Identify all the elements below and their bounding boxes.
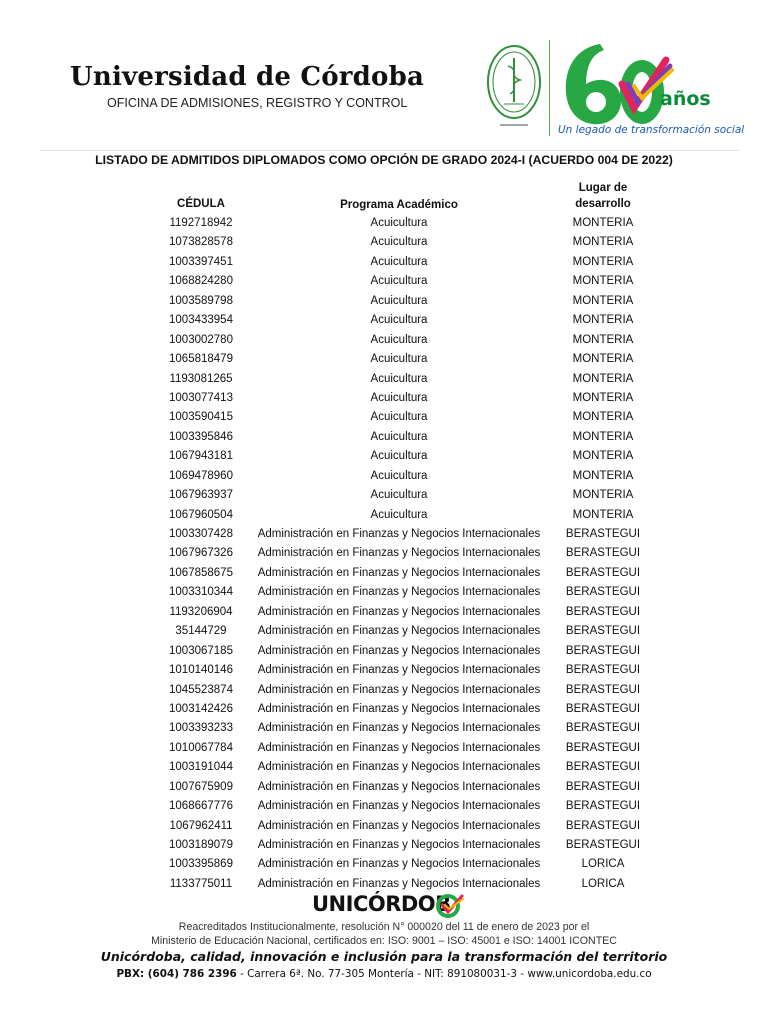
programa-cell: Acuicultura [370, 469, 428, 482]
lugar-cell: BERASTEGUI [565, 625, 641, 638]
cedula-cell: 1193081265 [169, 372, 233, 385]
cedula-cell: 1067943181 [169, 450, 233, 463]
lugar-cell: BERASTEGUI [565, 741, 641, 754]
programa-cell: Administración en Finanzas y Negocios Internacionales [257, 722, 541, 735]
table-row [0, 214, 768, 233]
cedula-cell: 1069478960 [169, 469, 233, 482]
programa-cell: Administración en Finanzas y Negocios Internacionales [257, 528, 541, 540]
cedula-cell: 1067858675 [169, 566, 233, 579]
lugar-cell: MONTERIA [572, 411, 634, 424]
lugar-cell: MONTERIA [572, 294, 634, 307]
programa-cell: Administración en Finanzas y Negocios Internacionales [257, 819, 541, 832]
table-row [0, 642, 768, 661]
programa-cell: Acuicultura [370, 314, 428, 327]
page-footer [0, 888, 768, 1024]
programa-cell: Acuicultura [370, 391, 428, 404]
cedula-cell: 1003002780 [169, 333, 233, 346]
cedula-cell: 1045523874 [169, 683, 233, 696]
office-name: OFICINA DE ADMISIONES, REGISTRO Y CONTROL [107, 96, 408, 110]
cedula-cell: 1003077413 [169, 391, 233, 404]
table-row [0, 272, 768, 291]
table-row [0, 739, 768, 758]
lugar-cell: BERASTEGUI [565, 644, 641, 657]
lugar-cell: BERASTEGUI [565, 839, 641, 851]
programa-cell: Administración en Finanzas y Negocios Internacionales [257, 644, 541, 657]
programa-cell: Administración en Finanzas y Negocios Internacionales [257, 780, 541, 793]
footer-contact-details: - Carrera 6ª. No. 77-305 Montería - NIT: 891080031-3 - www.unicordoba.edu.co [236, 968, 652, 980]
programa-cell: Administración en Finanzas y Negocios Internacionales [257, 566, 541, 579]
table-row [0, 797, 768, 816]
lugar-cell: MONTERIA [572, 391, 634, 404]
footer-brand: UNICÓRDOB [312, 892, 451, 916]
cedula-cell: 1068824280 [169, 275, 233, 288]
footer-contact [0, 968, 768, 980]
cedula-cell: 35144729 [175, 625, 227, 638]
programa-cell: Administración en Finanzas y Negocios Internacionales [257, 858, 541, 871]
cedula-cell: 1010067784 [169, 741, 233, 754]
programa-cell: Administración en Finanzas y Negocios Internacionales [257, 800, 541, 813]
anniversary-word: años [660, 88, 711, 110]
accreditation-line-1: Reacreditados Institucionalmente, resolución N° 000020 del 11 de enero de 2023 por el [178, 921, 590, 933]
cedula-cell: 1192718942 [169, 217, 233, 229]
programa-cell: Acuicultura [370, 489, 428, 502]
lugar-cell: MONTERIA [572, 489, 634, 502]
cedula-cell: 1067963937 [169, 489, 233, 502]
programa-cell: Acuicultura [370, 450, 428, 463]
table-row [0, 370, 768, 389]
cedula-cell: 1067960504 [169, 508, 233, 521]
table-row [0, 389, 768, 408]
table-row [0, 681, 768, 700]
programa-cell: Acuicultura [370, 372, 428, 385]
table-row [0, 778, 768, 797]
footer-pbx: PBX: (604) 786 2396 [116, 968, 237, 980]
table-row [0, 622, 768, 641]
lugar-cell: BERASTEGUI [565, 586, 641, 599]
table-row [0, 253, 768, 272]
lugar-cell: BERASTEGUI [565, 761, 641, 774]
lugar-cell: MONTERIA [572, 275, 634, 288]
cedula-cell: 1133775011 [169, 877, 233, 890]
cedula-cell: 1003189079 [169, 839, 233, 851]
cedula-cell: 1010140146 [169, 664, 233, 677]
lugar-cell: BERASTEGUI [565, 702, 641, 715]
table-row [0, 564, 768, 583]
accreditation-line-2: Ministerio de Educación Nacional, certificados en: ISO: 9001 – ISO: 45001 e ISO: 14001 ICONTEC [151, 935, 617, 947]
header-rule [40, 150, 740, 151]
anniversary-tagline: Un legado de transformación social [558, 124, 745, 136]
programa-cell: Acuicultura [370, 275, 428, 288]
cedula-cell: 1067967326 [169, 547, 233, 560]
programa-cell: Acuicultura [370, 255, 428, 268]
table-row [0, 700, 768, 719]
table-header [0, 180, 768, 216]
table-row [0, 817, 768, 836]
table-row [0, 855, 768, 874]
cedula-cell: 1193206904 [169, 605, 233, 618]
programa-cell: Acuicultura [370, 217, 428, 229]
table-row [0, 447, 768, 466]
programa-cell: Administración en Finanzas y Negocios Internacionales [257, 702, 541, 715]
column-header-lugar [553, 180, 653, 212]
table-row [0, 603, 768, 622]
lugar-cell: MONTERIA [572, 255, 634, 268]
table-row [0, 525, 768, 544]
cedula-cell: 1003589798 [169, 294, 233, 307]
table-row [0, 758, 768, 777]
table-row [0, 661, 768, 680]
lugar-cell: BERASTEGUI [565, 547, 641, 560]
programa-cell: Administración en Finanzas y Negocios Internacionales [257, 761, 541, 774]
column-header-lugar-line1: Lugar de [578, 182, 628, 194]
lugar-cell: BERASTEGUI [565, 664, 641, 677]
brand-checkmark-icon [436, 894, 466, 918]
lugar-cell: MONTERIA [572, 314, 634, 327]
page-header [0, 0, 768, 150]
lugar-cell: MONTERIA [572, 217, 634, 229]
lugar-cell: BERASTEGUI [565, 819, 641, 832]
lugar-cell: BERASTEGUI [565, 683, 641, 696]
cedula-cell: 1003433954 [169, 314, 233, 327]
footer-slogan: Unicórdoba, calidad, innovación e inclusión para la transformación del territorio [100, 949, 668, 964]
lugar-cell: LORICA [581, 877, 625, 890]
column-header-programa: Programa Académico [340, 199, 458, 211]
admitted-table-body [0, 214, 768, 894]
cedula-cell: 1065818479 [169, 353, 233, 366]
programa-cell: Acuicultura [370, 294, 428, 307]
lugar-cell: LORICA [581, 858, 625, 871]
cedula-cell: 1003590415 [169, 411, 233, 424]
table-row [0, 583, 768, 602]
programa-cell: Administración en Finanzas y Negocios Internacionales [257, 741, 541, 754]
lugar-cell: MONTERIA [572, 450, 634, 463]
programa-cell: Acuicultura [370, 508, 428, 521]
table-row [0, 428, 768, 447]
lugar-cell: BERASTEGUI [565, 566, 641, 579]
programa-cell: Administración en Finanzas y Negocios Internacionales [257, 586, 541, 599]
table-row [0, 408, 768, 427]
table-row [0, 233, 768, 252]
document-title: LISTADO DE ADMITIDOS DIPLOMADOS COMO OPCIÓN DE GRADO 2024-I (ACUERDO 004 DE 2022) [95, 153, 673, 167]
programa-cell: Administración en Finanzas y Negocios Internacionales [257, 547, 541, 560]
lugar-cell: BERASTEGUI [565, 800, 641, 813]
university-seal-icon [486, 44, 542, 130]
cedula-cell: 1003142426 [169, 702, 233, 715]
programa-cell: Acuicultura [370, 353, 428, 366]
table-row [0, 350, 768, 369]
programa-cell: Administración en Finanzas y Negocios Internacionales [257, 664, 541, 677]
table-row [0, 311, 768, 330]
table-row [0, 292, 768, 311]
programa-cell: Acuicultura [370, 236, 428, 249]
programa-cell: Administración en Finanzas y Negocios Internacionales [257, 839, 541, 851]
lugar-cell: BERASTEGUI [565, 605, 641, 618]
lugar-cell: MONTERIA [572, 236, 634, 249]
programa-cell: Acuicultura [370, 430, 428, 443]
table-row [0, 719, 768, 738]
lugar-cell: MONTERIA [572, 430, 634, 443]
cedula-cell: 1003395846 [169, 430, 233, 443]
university-name: Universidad de Córdoba [70, 62, 425, 92]
cedula-cell: 1007675909 [169, 780, 233, 793]
cedula-cell: 1003395869 [169, 858, 233, 871]
cedula-cell: 1067962411 [169, 819, 233, 832]
lugar-cell: MONTERIA [572, 333, 634, 346]
programa-cell: Acuicultura [370, 333, 428, 346]
cedula-cell: 1003397451 [169, 255, 233, 268]
programa-cell: Administración en Finanzas y Negocios Internacionales [257, 683, 541, 696]
lugar-cell: MONTERIA [572, 508, 634, 521]
table-row [0, 486, 768, 505]
programa-cell: Administración en Finanzas y Negocios Internacionales [257, 605, 541, 618]
programa-cell: Administración en Finanzas y Negocios Internacionales [257, 877, 541, 890]
programa-cell: Acuicultura [370, 411, 428, 424]
programa-cell: Administración en Finanzas y Negocios Internacionales [257, 625, 541, 638]
column-header-lugar-line2: desarrollo [575, 198, 631, 210]
lugar-cell: MONTERIA [572, 469, 634, 482]
cedula-cell: 1003393233 [169, 722, 233, 735]
column-header-cedula: CÉDULA [177, 198, 225, 210]
lugar-cell: BERASTEGUI [565, 722, 641, 735]
table-row [0, 467, 768, 486]
lugar-cell: BERASTEGUI [565, 780, 641, 793]
lugar-cell: MONTERIA [572, 372, 634, 385]
table-row [0, 836, 768, 855]
cedula-cell: 1003067185 [169, 644, 233, 657]
table-row [0, 506, 768, 525]
lugar-cell: BERASTEGUI [565, 528, 641, 540]
unicordoba-footer-logo [312, 892, 472, 918]
cedula-cell: 1003191044 [169, 761, 233, 774]
table-row [0, 544, 768, 563]
table-row [0, 331, 768, 350]
cedula-cell: 1073828578 [169, 236, 233, 249]
cedula-cell: 1003310344 [169, 586, 233, 599]
cedula-cell: 1003307428 [169, 528, 233, 540]
header-divider [549, 40, 550, 136]
lugar-cell: MONTERIA [572, 353, 634, 366]
cedula-cell: 1068667776 [169, 800, 233, 813]
